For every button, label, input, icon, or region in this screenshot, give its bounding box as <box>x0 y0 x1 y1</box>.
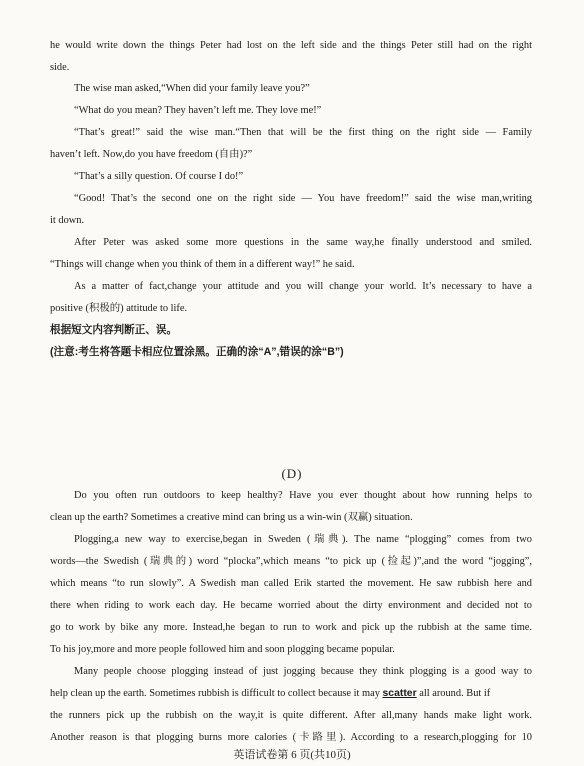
passage-line: To his joy,more and more people followed him and soon plogging became popular. <box>50 644 395 655</box>
instructions-title: 根据短文内容判断正、误。 <box>50 324 178 336</box>
passage-line: words—the Swedish (瑞典的) word “plocka”,which means “to pick up (捡起)”,and the word “jogging”, <box>50 556 532 567</box>
passage-text: help clean up the earth. Sometimes rubbish is difficult to collect because it may <box>50 688 380 699</box>
passage-line: the runners pick up the rubbish on the way,it is quite different. After all,many hands make light work. <box>50 710 532 721</box>
instructions-note: (注意:考生将答题卡相应位置涂黑。正确的涂“A”,错误的涂“B”) <box>50 346 344 358</box>
passage-line: Another reason is that plogging burns more calories (卡路里). According to a research,plogging for 10 <box>50 732 532 743</box>
passage-line: Many people choose plogging instead of just jogging because they think plogging is a good way to <box>74 666 532 677</box>
section-heading: (D) <box>281 467 303 481</box>
passage-line: “Things will change when you think of them in a different way!” he said. <box>50 259 355 270</box>
passage-text: all around. But if <box>419 688 491 699</box>
underlined-word: scatter <box>382 688 417 699</box>
passage-line: which means “to run slowly”. A Swedish man called Erik started the movement. He saw rubbish here and <box>50 578 532 589</box>
passage-line: it down. <box>50 215 85 226</box>
passage-line: “What do you mean? They haven’t left me. They love me!” <box>74 105 322 116</box>
passage-line: clean up the earth? Sometimes a creative mind can bring us a win-win (双赢) situation. <box>50 512 413 523</box>
passage-line: Do you often run outdoors to keep healthy? Have you ever thought about how running helps to <box>74 490 532 501</box>
passage-line: After Peter was asked some more questions in the same way,he finally understood and smiled. <box>74 237 532 248</box>
passage-line: “That’s a silly question. Of course I do!” <box>74 171 244 182</box>
page-footer: 英语试卷第 6 页(共10页) <box>233 749 351 761</box>
passage-line: go to work by bike any more. Instead,he began to run to work and pick up the rubbish at the same time. <box>50 622 532 633</box>
passage-line: haven’t left. Now,do you have freedom (自由)?” <box>50 149 253 160</box>
passage-line: he would write down the things Peter had lost on the left side and the things Peter still had on the right <box>50 40 532 51</box>
passage-line: The wise man asked,“When did your family leave you?” <box>74 83 310 94</box>
passage-line: Plogging,a new way to exercise,began in Sweden (瑞典). The name “plogging” comes from two <box>74 534 532 545</box>
passage-line: “Good! That’s the second one on the right side — You have freedom!” said the wise man,writing <box>74 193 532 204</box>
passage-line: there when riding to work each day. He became worried about the dirty environment and decided not to <box>50 600 532 611</box>
passage-line <box>50 687 532 701</box>
passage-line: side. <box>50 62 70 73</box>
passage-line: positive (积极的) attitude to life. <box>50 303 188 314</box>
passage-line: “That’s great!” said the wise man.“Then that will be the first thing on the right side — Family <box>74 127 532 138</box>
passage-line: As a matter of fact,change your attitude and you will change your world. It’s necessary to have a <box>74 281 532 292</box>
